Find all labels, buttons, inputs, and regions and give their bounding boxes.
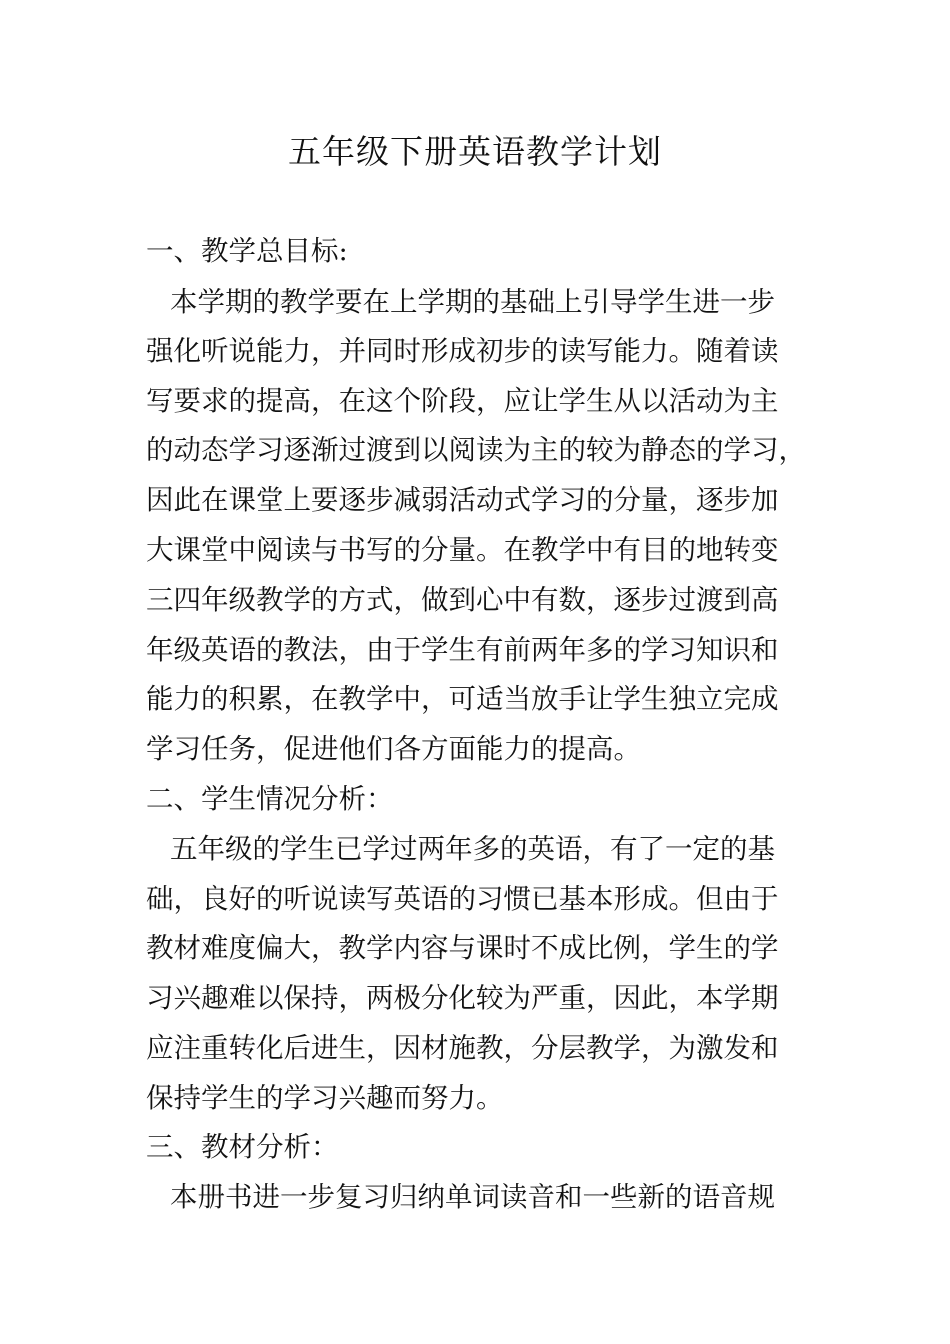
paragraph-line: 大课堂中阅读与书写的分量。在教学中有目的地转变 (146, 534, 779, 566)
heading-teaching-goals: 一、教学总目标: (146, 235, 348, 267)
paragraph-line: 础，良好的听说读写英语的习惯已基本形成。但由于 (146, 883, 779, 915)
document-title: 五年级下册英语教学计划 (288, 132, 662, 171)
paragraph-line: 能力的积累，在教学中，可适当放手让学生独立完成 (146, 683, 779, 715)
paragraph-line: 应注重转化后进生，因材施教，分层教学，为激发和 (146, 1032, 779, 1064)
heading-textbook-analysis: 三、教材分析： (146, 1131, 339, 1163)
heading-student-analysis: 二、学生情况分析： (146, 783, 394, 815)
paragraph-line: 本册书进一步复习归纳单词读音和一些新的语音规 (170, 1181, 775, 1213)
paragraph-line: 因此在课堂上要逐步减弱活动式学习的分量，逐步加 (146, 484, 779, 516)
paragraph-line: 写要求的提高，在这个阶段，应让学生从以活动为主 (146, 385, 779, 417)
paragraph-line: 保持学生的学习兴趣而努力。 (146, 1082, 504, 1114)
paragraph-line: 五年级的学生已学过两年多的英语，有了一定的基 (170, 833, 775, 865)
paragraph-line: 年级英语的教法，由于学生有前两年多的学习知识和 (146, 634, 779, 666)
paragraph-line: 的动态学习逐渐过渡到以阅读为主的较为静态的学习， (146, 434, 806, 466)
paragraph-line: 强化听说能力，并同时形成初步的读写能力。随着读 (146, 335, 779, 367)
paragraph-line: 习兴趣难以保持，两极分化较为严重，因此，本学期 (146, 982, 779, 1014)
paragraph-line: 学习任务，促进他们各方面能力的提高。 (146, 733, 641, 765)
paragraph-line: 本学期的教学要在上学期的基础上引导学生进一步 (170, 286, 775, 318)
paragraph-line: 教材难度偏大，教学内容与课时不成比例，学生的学 (146, 932, 779, 964)
paragraph-line: 三四年级教学的方式，做到心中有数，逐步过渡到高 (146, 584, 779, 616)
